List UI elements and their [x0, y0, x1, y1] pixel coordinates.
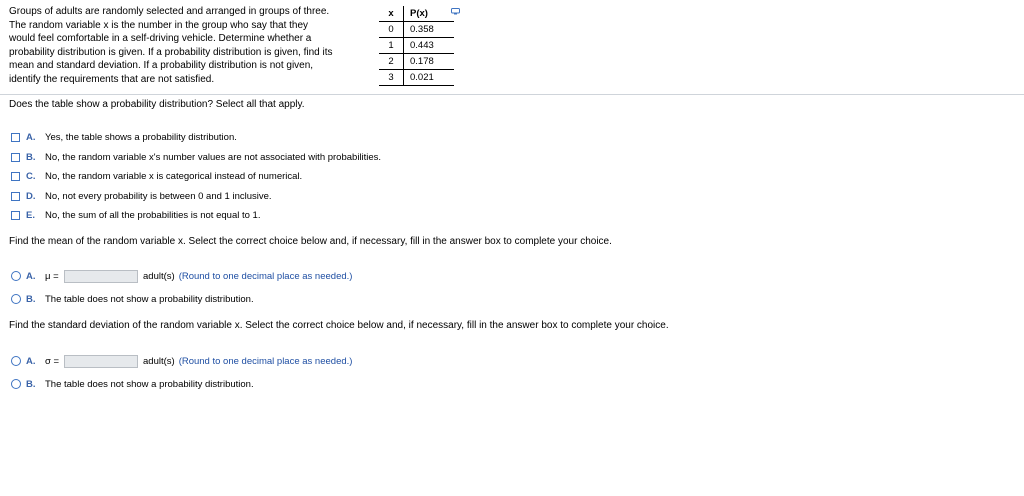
- option-text: The table does not show a probability distribution.: [45, 293, 254, 305]
- problem-line: would feel comfortable in a self-driving vehicle. Determine whether a: [9, 33, 312, 45]
- q1-option-a[interactable]: [11, 130, 237, 144]
- cell-x: 1: [379, 38, 404, 54]
- sd-answer-input[interactable]: [64, 355, 138, 368]
- option-text: No, not every probability is between 0 and 1 inclusive.: [45, 190, 272, 202]
- option-letter: D.: [26, 190, 36, 202]
- mean-symbol: μ =: [45, 270, 59, 282]
- radio-button[interactable]: [11, 271, 21, 281]
- question-3-prompt: Find the standard deviation of the random variable x. Select the correct choice below and, if necessary, fill in the answer box to complete your choice.: [9, 320, 669, 331]
- cell-x: 3: [379, 70, 404, 86]
- radio-button[interactable]: [11, 294, 21, 304]
- unit-label: adult(s): [143, 355, 175, 367]
- table-row: [379, 22, 454, 38]
- option-text: Yes, the table shows a probability distribution.: [45, 131, 237, 143]
- option-letter: B.: [26, 378, 36, 390]
- q2-option-a[interactable]: [11, 269, 352, 283]
- checkbox[interactable]: [11, 172, 20, 181]
- q1-option-e[interactable]: [11, 208, 260, 222]
- table-row: [379, 38, 454, 54]
- option-text: No, the random variable x's number values are not associated with probabilities.: [45, 151, 382, 163]
- table-header-row: [379, 6, 454, 22]
- checkbox[interactable]: [11, 153, 20, 162]
- table-row: [379, 70, 454, 86]
- q1-option-d[interactable]: [11, 189, 272, 203]
- checkbox[interactable]: [11, 211, 20, 220]
- cell-p: 0.358: [404, 22, 455, 38]
- unit-label: adult(s): [143, 270, 175, 282]
- problem-statement: [9, 5, 371, 87]
- table-row: [379, 54, 454, 70]
- section-divider: [0, 94, 1024, 95]
- option-letter: E.: [26, 209, 35, 221]
- radio-button[interactable]: [11, 356, 21, 366]
- q2-option-b[interactable]: [11, 292, 254, 306]
- option-letter: A.: [26, 355, 36, 367]
- checkbox[interactable]: [11, 192, 20, 201]
- cell-p: 0.178: [404, 54, 455, 70]
- option-text: No, the random variable x is categorical instead of numerical.: [45, 170, 303, 182]
- question-1-prompt: Does the table show a probability distribution? Select all that apply.: [9, 99, 305, 110]
- problem-line: probability distribution is given. If a probability distribution is given, find its: [9, 46, 333, 58]
- option-text: No, the sum of all the probabilities is not equal to 1.: [45, 209, 261, 221]
- radio-button[interactable]: [11, 379, 21, 389]
- rounding-hint: (Round to one decimal place as needed.): [178, 270, 353, 282]
- copy-table-icon[interactable]: [451, 8, 460, 15]
- question-2-prompt: Find the mean of the random variable x. Select the correct choice below and, if necessary, fill in the answer box to complete your choice.: [9, 236, 612, 247]
- mean-answer-input[interactable]: [64, 270, 138, 283]
- sigma-symbol: σ =: [45, 355, 60, 367]
- option-letter: A.: [26, 270, 36, 282]
- problem-line: The random variable x is the number in the group who say that they: [9, 19, 309, 31]
- option-text: The table does not show a probability distribution.: [45, 378, 254, 390]
- option-letter: C.: [26, 170, 36, 182]
- q3-option-b[interactable]: [11, 377, 254, 391]
- option-letter: B.: [26, 151, 36, 163]
- rounding-hint: (Round to one decimal place as needed.): [178, 355, 353, 367]
- problem-line: Groups of adults are randomly selected and arranged in groups of three.: [9, 6, 330, 17]
- problem-line: mean and standard deviation. If a probability distribution is not given,: [9, 60, 314, 72]
- q1-option-b[interactable]: [11, 150, 381, 164]
- header-px: P(x): [404, 6, 455, 22]
- checkbox[interactable]: [11, 133, 20, 142]
- problem-line: identify the requirements that are not satisfied.: [9, 73, 215, 85]
- cell-x: 2: [379, 54, 404, 70]
- option-letter: A.: [26, 131, 36, 143]
- cell-p: 0.021: [404, 70, 455, 86]
- cell-x: 0: [379, 22, 404, 38]
- probability-table: [379, 6, 454, 86]
- q1-option-c[interactable]: [11, 169, 302, 183]
- cell-p: 0.443: [404, 38, 455, 54]
- q3-option-a[interactable]: [11, 354, 352, 368]
- header-x: x: [379, 6, 404, 22]
- option-letter: B.: [26, 293, 36, 305]
